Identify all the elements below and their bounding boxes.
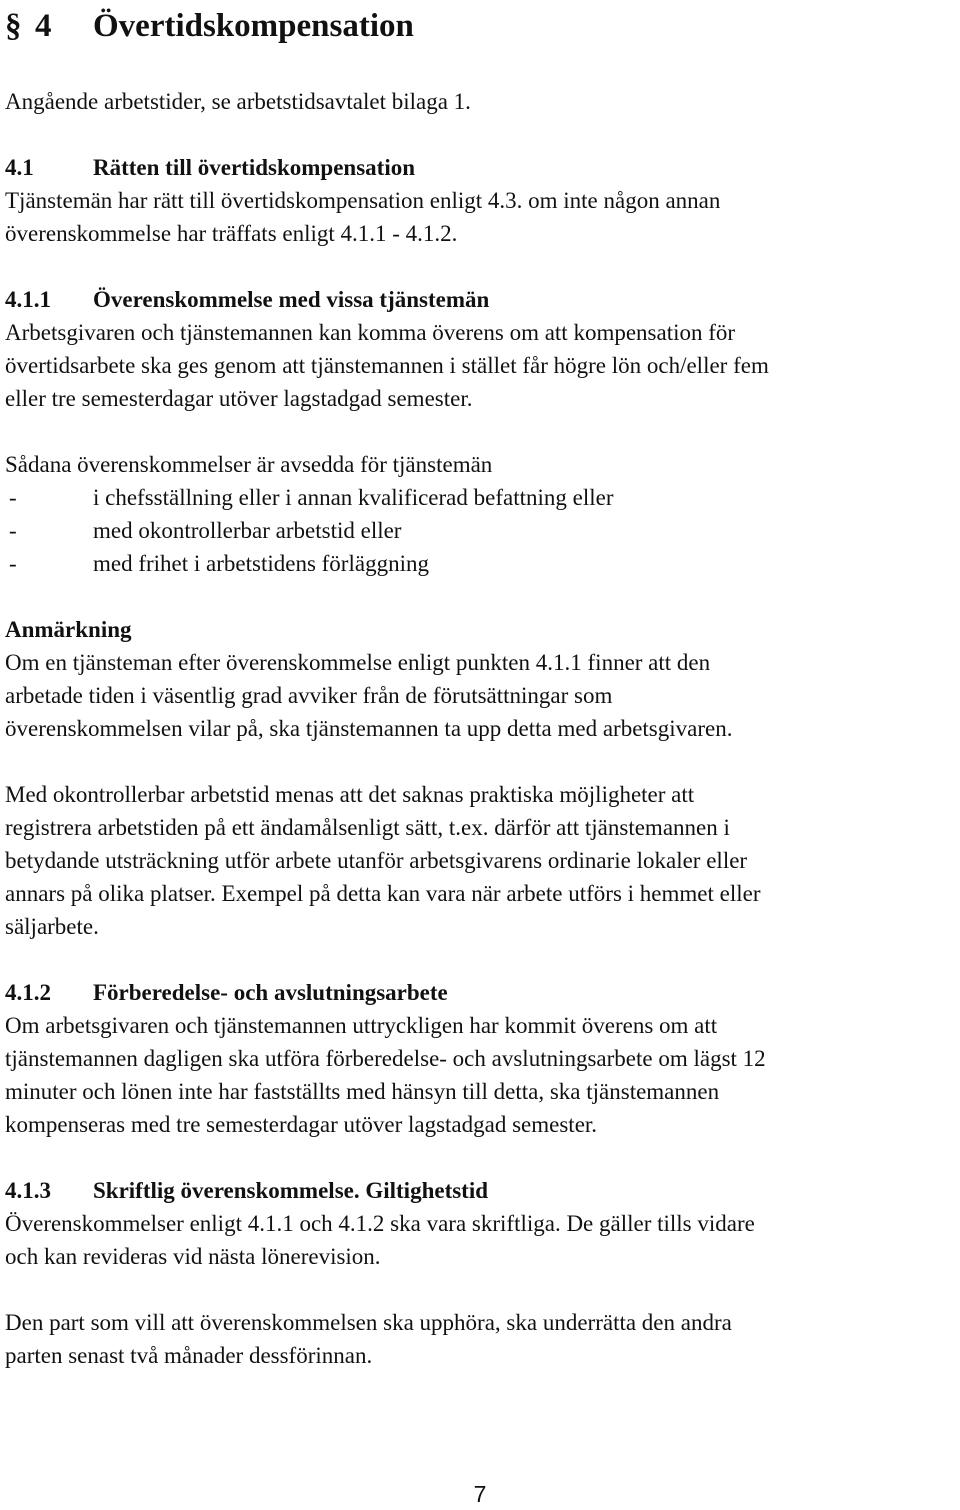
note-title: Anmärkning <box>5 617 132 642</box>
paragraph-line: kompenseras med tre semesterdagar utöver lagstadgad semester. <box>5 1112 598 1137</box>
section-title: Överenskommelse med vissa tjänstemän <box>93 287 490 312</box>
list-dash: - <box>9 518 17 543</box>
section-title: Rätten till övertidskompensation <box>93 155 415 180</box>
section-4-1 <box>5 151 955 250</box>
paragraph-line: arbetade tiden i väsentlig grad avviker från de förutsättningar som <box>5 683 613 708</box>
section-number: 4.1 <box>5 155 34 180</box>
section-4-1-1 <box>5 283 955 415</box>
paragraph-line: tjänstemannen dagligen ska utföra förberedelse- och avslutningsarbete om lägst 12 <box>5 1046 766 1071</box>
paragraph-line: Den part som vill att överenskommelsen ska upphöra, ska underrätta den andra <box>5 1310 732 1335</box>
chapter-title: Övertidskompensation <box>93 8 414 44</box>
section-4-1-3 <box>5 1174 955 1273</box>
paragraph-line: annars på olika platser. Exempel på detta kan vara när arbete utförs i hemmet eller <box>5 881 761 906</box>
paragraph-line: Med okontrollerbar arbetstid menas att det saknas praktiska möjligheter att <box>5 782 695 807</box>
list-item <box>5 481 955 514</box>
paragraph-line: säljarbete. <box>5 914 99 939</box>
paragraph-line: och kan revideras vid nästa lönerevision. <box>5 1244 381 1269</box>
page-number: 7 <box>473 1481 487 1507</box>
intro-paragraph: Angående arbetstider, se arbetstidsavtalet bilaga 1. <box>5 89 471 114</box>
section-number: 4.1.2 <box>5 980 51 1005</box>
definition-paragraph <box>5 778 955 943</box>
paragraph-line: minuter och lönen inte har fastställts med hänsyn till detta, ska tjänstemannen <box>5 1079 720 1104</box>
list-item-text: med okontrollerbar arbetstid eller <box>93 518 402 543</box>
chapter-number: 4 <box>35 8 52 44</box>
paragraph-line: Om arbetsgivaren och tjänstemannen uttryckligen har kommit överens om att <box>5 1013 718 1038</box>
list-item-text: med frihet i arbetstidens förläggning <box>93 551 429 576</box>
paragraph-line: Om en tjänsteman efter överenskommelse enligt punkten 4.1.1 finner att den <box>5 650 711 675</box>
section-title: Förberedelse- och avslutningsarbete <box>93 980 448 1005</box>
section-heading <box>5 151 955 184</box>
note-block <box>5 613 955 745</box>
section-number: 4.1.1 <box>5 287 51 312</box>
paragraph-line: Arbetsgivaren och tjänstemannen kan komma överens om att kompensation för <box>5 320 736 345</box>
section-number: 4.1.3 <box>5 1178 51 1203</box>
section-4-1-2 <box>5 976 955 1141</box>
section-symbol: § <box>5 8 22 44</box>
section-heading <box>5 283 955 316</box>
paragraph-line: överenskommelsen vilar på, ska tjänstemannen ta upp detta med arbetsgivaren. <box>5 716 733 741</box>
paragraph-line: överenskommelse har träffats enligt 4.1.1 - 4.1.2. <box>5 221 458 246</box>
termination-paragraph <box>5 1306 955 1372</box>
paragraph-line: övertidsarbete ska ges genom att tjänstemannen i stället får högre lön och/eller fem <box>5 353 769 378</box>
eligibility-list <box>5 448 955 580</box>
paragraph-line: registrera arbetstiden på ett ändamålsenligt sätt, t.ex. därför att tjänstemannen i <box>5 815 730 840</box>
list-item-text: i chefsställning eller i annan kvalificerad befattning eller <box>93 485 614 510</box>
section-title: Skriftlig överenskommelse. Giltighetstid <box>93 1178 489 1203</box>
paragraph-line: eller tre semesterdagar utöver lagstadgad semester. <box>5 386 473 411</box>
paragraph-line: Tjänstemän har rätt till övertidskompensation enligt 4.3. om inte någon annan <box>5 188 721 213</box>
list-intro: Sådana överenskommelser är avsedda för tjänstemän <box>5 452 493 477</box>
list-dash: - <box>9 485 17 510</box>
paragraph-line: betydande utsträckning utför arbete utanför arbetsgivarens ordinarie lokaler eller <box>5 848 748 873</box>
list-item <box>5 547 955 580</box>
section-heading <box>5 1174 955 1207</box>
paragraph-line: Överenskommelser enligt 4.1.1 och 4.1.2 ska vara skriftliga. De gäller tills vidare <box>5 1211 755 1236</box>
section-heading <box>5 976 955 1009</box>
list-item <box>5 514 955 547</box>
chapter-heading <box>5 6 414 46</box>
paragraph-line: parten senast två månader dessförinnan. <box>5 1343 373 1368</box>
list-dash: - <box>9 551 17 576</box>
